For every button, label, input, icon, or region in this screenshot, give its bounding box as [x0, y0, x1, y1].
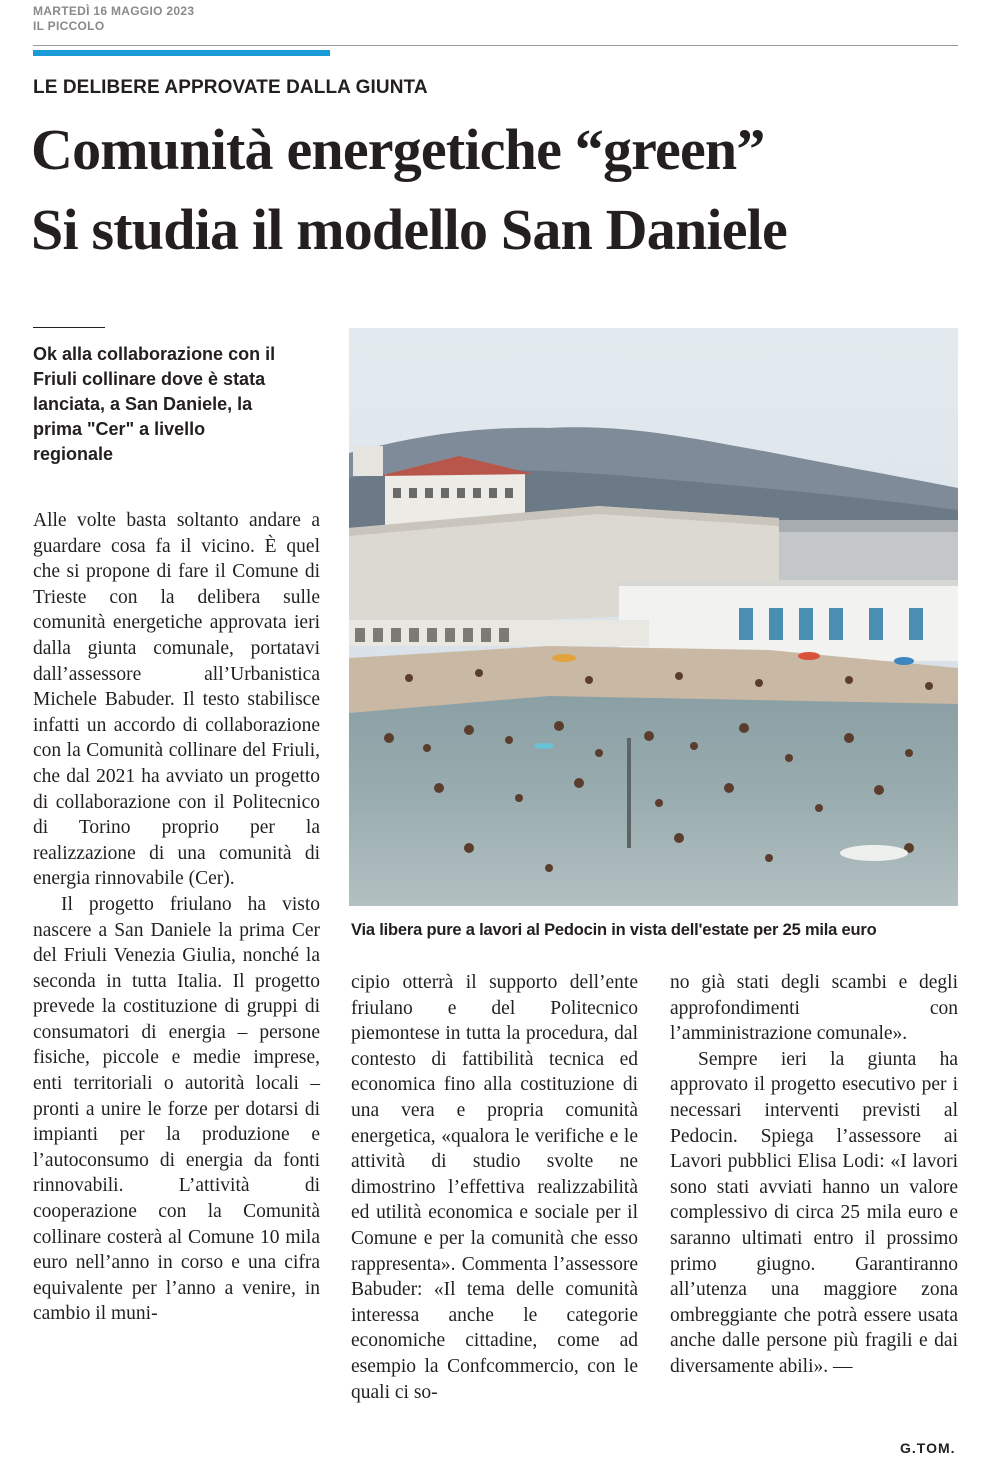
- accent-bar: [33, 50, 330, 56]
- headline-line-2: Si studia il modello San Daniele: [31, 197, 787, 262]
- issue-date: MARTEDÌ 16 MAGGIO 2023: [33, 4, 195, 18]
- body-column-3: [670, 970, 958, 1380]
- summary: Ok alla collaborazione con il Friuli collinare dove è stata lanciata, a San Daniele, la prima "Cer" a livello regionale: [33, 344, 276, 464]
- body-column-1: [33, 508, 320, 1327]
- col2-paragraph-1: cipio otterrà il supporto dell’ente friulano e del Politecnico piemontese in tutta la procedura, dal contesto di fattibilità tecnica ed economica fino alla costituzione di una vera e propria comunità energetica, «qualora le verifiche e le attività di studio svolte ne dimostrino l’effettiva realizzabilità ed utilità economica e sociale per il Comune e per la comunità che esso rappresenta». Commenta l’assessore Babuder: «Il tema delle comunità interessa anche le categorie economiche cittadine, come ad esempio la Confcommercio, con le quali ci so-: [351, 972, 638, 1403]
- col1-paragraph-1: Alle volte basta soltanto andare a guardare cosa fa il vicino. È quel che si propone di fare il Comune di Trieste con la delibera sulle comunità energetiche approvata ieri dalla giunta comunale, portatavi dall’assessore all’Urbanistica Michele Babuder. Il testo stabilisce infatti un accordo di collaborazione con la Comunità collinare del Friuli, che dal 2021 ha avviato un progetto di collaborazione con il Politecnico di Torino proprio per la realizzazione di una comunità di energia rinnovabile (Cer).: [33, 510, 320, 890]
- header-rule: [33, 45, 958, 46]
- newspaper-name: IL PICCOLO: [33, 19, 105, 33]
- col3-paragraph-1: no già stati degli scambi e degli approfondimenti con l’amministrazione comunale».: [670, 972, 958, 1045]
- author-signature: G.TOM.: [900, 1440, 956, 1456]
- summary-rule: [33, 327, 105, 328]
- pedocin-beach-image: [349, 328, 958, 906]
- body-column-2: [351, 970, 638, 1405]
- col1-paragraph-2: Il progetto friulano ha visto nascere a San Daniele la prima Cer del Friuli Venezia Giulia, nonché la seconda in tutta Italia. Il progetto prevede la costituzione di gruppi di consumatori di energia – persone fisiche, piccole e medie imprese, enti territoriali o autorità locali – pronti a unire le forze per dotarsi di impianti per la produzione e l’autoconsumo di energia da fonti rinnovabili. L’attività di cooperazione con la Comunità collinare costerà al Comune 10 mila euro nell’anno in corso e una cifra equivalente per l’anno a venire, in cambio il muni-: [33, 893, 320, 1325]
- kicker: LE DELIBERE APPROVATE DALLA GIUNTA: [33, 77, 428, 98]
- col3-paragraph-2: Sempre ieri la giunta ha approvato il progetto esecutivo per i necessari interventi previsti al Pedocin. Spiega l’assessore ai Lavori pubblici Elisa Lodi: «I lavori sono stati avviati hanno un valore complessivo di circa 25 mila euro e saranno ultimati entro il prossimo primo giugno. Garantiranno all’utenza una maggiore zona ombreggiante che potrà essere usata anche dalle persone più fragili e dai diversamente abili». —: [670, 1048, 958, 1377]
- headline-line-1: Comunità energetiche “green”: [31, 117, 765, 182]
- photo-caption: Via libera pure a lavori al Pedocin in vista dell'estate per 25 mila euro: [351, 921, 877, 939]
- beach-photo: [349, 328, 958, 906]
